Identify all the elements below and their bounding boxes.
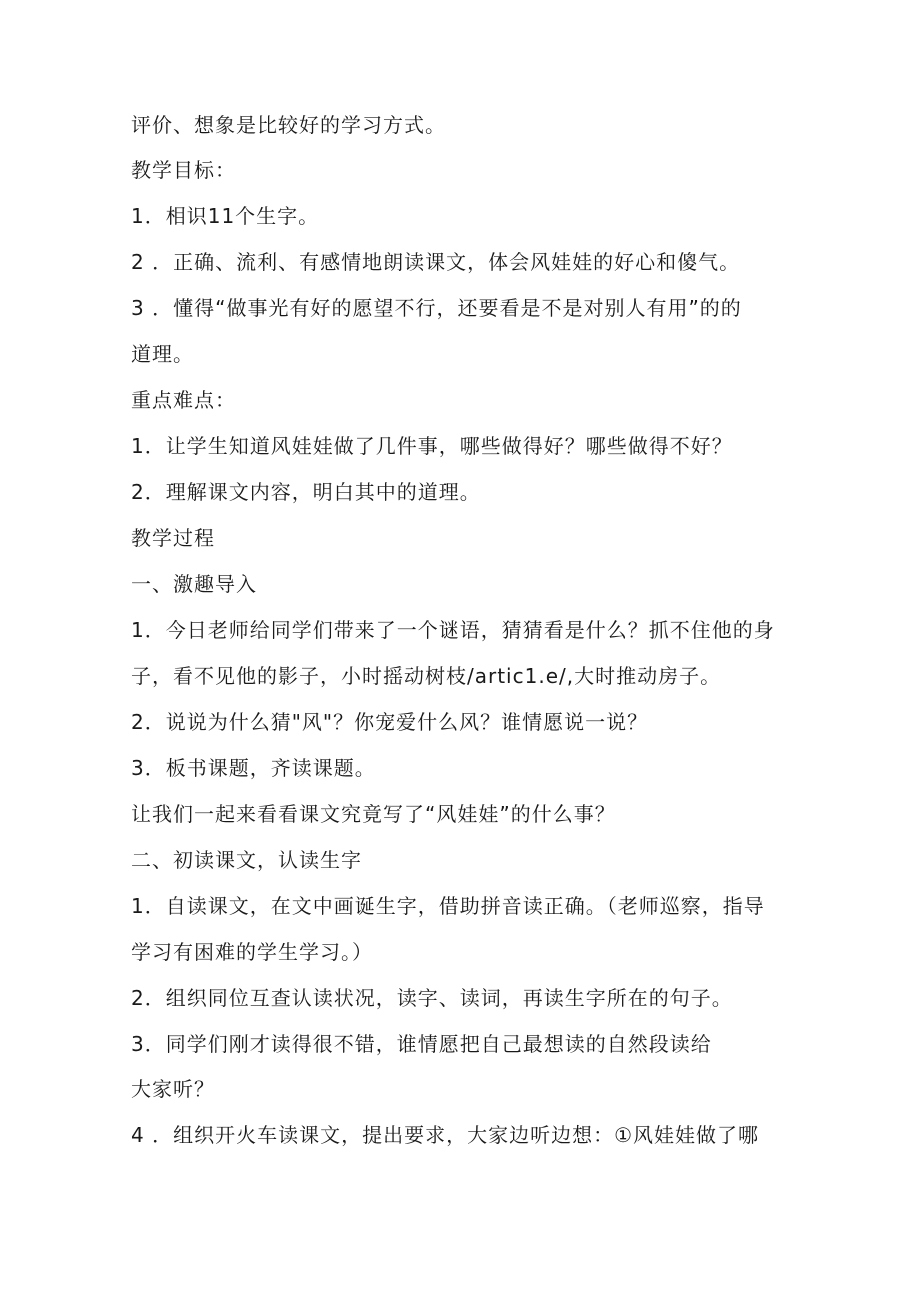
list-item-continuation: 学习有困难的学生学习。） — [131, 940, 373, 964]
list-item-continuation: 大家听？ — [131, 1077, 215, 1101]
list-item-continuation: 子，看不见他的影子，小时摇动树枝/artic1.e/,大时推动房子。 — [131, 664, 722, 688]
list-item: 1．自读课文，在文中画诞生字，借助拼音读正确。（老师巡察，指导 — [131, 894, 765, 918]
section-heading-objectives: 教学目标： — [131, 158, 236, 182]
list-item: 2．理解课文内容，明白其中的道理。 — [131, 480, 481, 504]
list-item: 1．让学生知道风娃娃做了几件事，哪些做得好？哪些做得不好？ — [131, 434, 733, 458]
subsection-heading: 二、初读课文，认读生字 — [131, 848, 362, 872]
paragraph-line: 让我们一起来看看课文究竟写了“风娃娃”的什么事？ — [131, 802, 616, 826]
list-item: 2 ．正确、流利、有感情地朗读课文，体会风娃娃的好心和傻气。 — [131, 250, 741, 274]
list-item: 2．组织同位互查认读状况，读字、读词，再读生字所在的句子。 — [131, 986, 733, 1010]
list-item: 4 ．组织开火车读课文，提出要求，大家边听边想：①风娃娃做了哪 — [131, 1123, 760, 1147]
paragraph-line: 评价、想象是比较好的学习方式。 — [131, 113, 446, 137]
section-heading-key-points: 重点难点： — [131, 388, 236, 412]
list-item: 3．同学们刚才读得很不错，谁情愿把自己最想读的自然段读给 — [131, 1032, 712, 1056]
list-item: 3 ．懂得“做事光有好的愿望不行，还要看是不是对别人有用”的的 — [131, 296, 742, 320]
list-item: 2．说说为什么猜"风"？你宠爱什么风？谁情愿说一说？ — [131, 710, 649, 734]
list-item: 3．板书课题，齐读课题。 — [131, 756, 376, 780]
list-item: 1．今日老师给同学们带来了一个谜语，猜猜看是什么？抓不住他的身 — [131, 618, 775, 642]
section-heading-process: 教学过程 — [131, 526, 215, 550]
subsection-heading: 一、激趣导入 — [131, 572, 257, 596]
list-item: 1．相识11个生字。 — [131, 204, 320, 228]
list-item-continuation: 道理。 — [131, 342, 194, 366]
